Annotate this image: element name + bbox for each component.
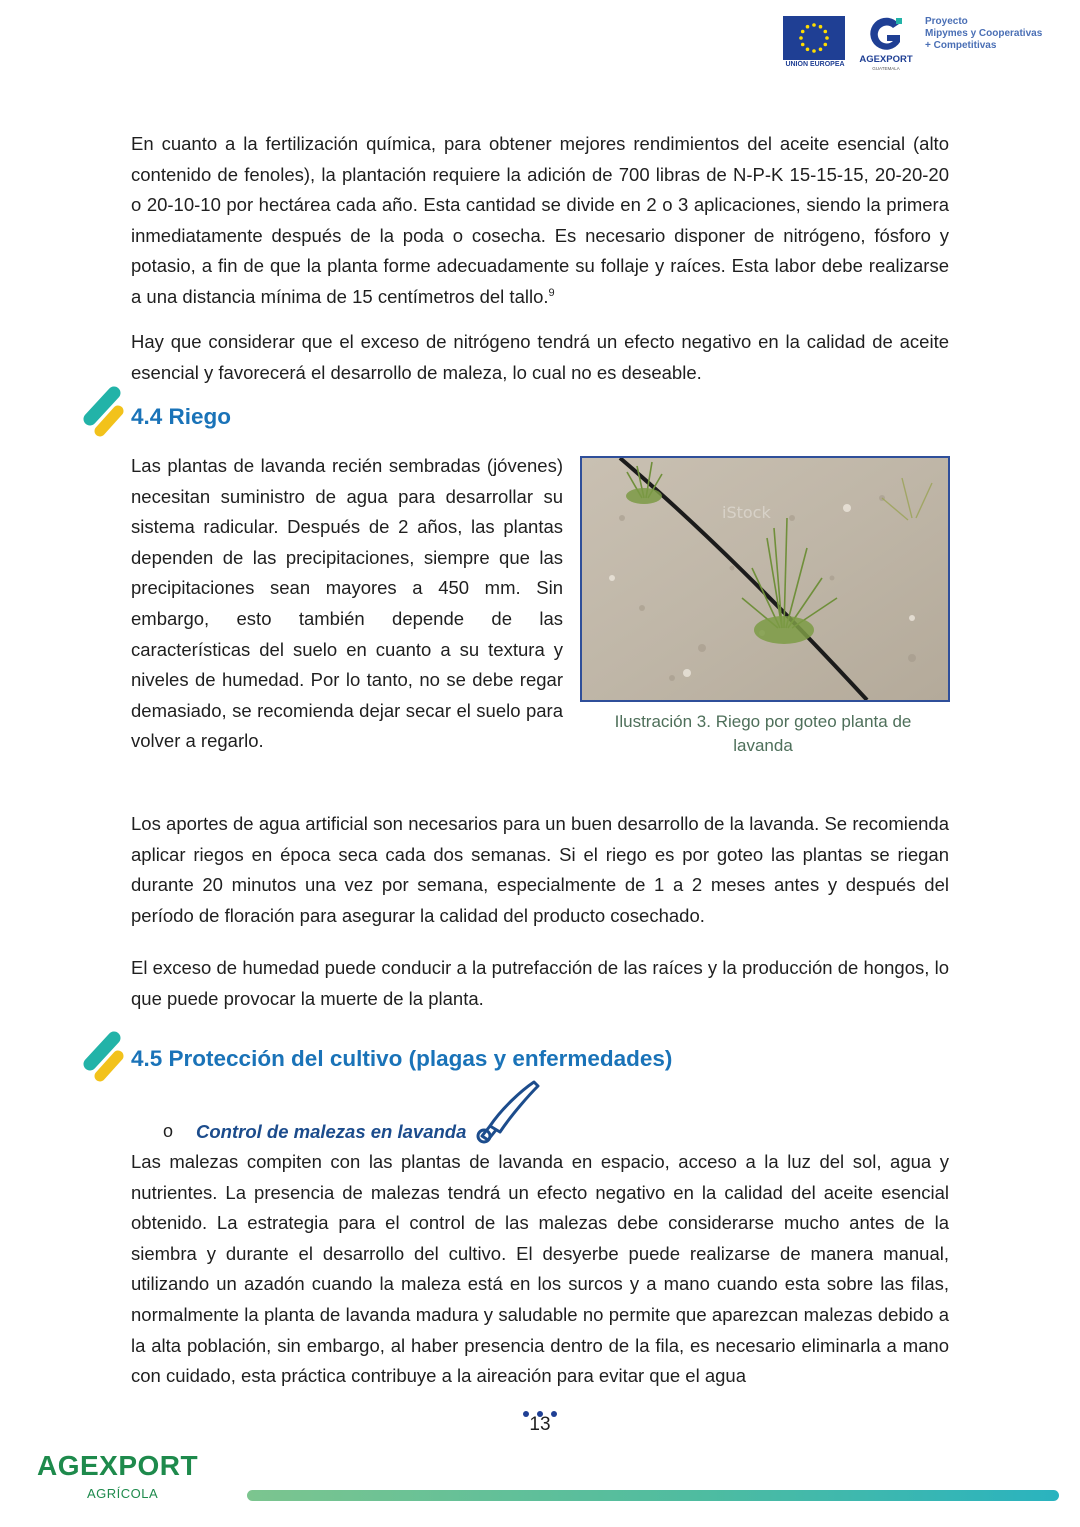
paragraph-exceso-humedad: El exceso de humedad puede conducir a la putrefacción de las raíces y la producción de hongos, lo que puede provocar la muerte de la planta. bbox=[131, 957, 949, 1009]
paragraph-malezas: Las malezas compiten con las plantas de lavanda en espacio, acceso a la luz del sol, agua y nutrientes. La presencia de malezas tendrá un efecto negativo en la calidad del aceite esencial obtenido. La estrategia para el control de las malezas debe considerarse mucho antes de la siembra y durante el desarrollo del cultivo. El desyerbe puede realizarse de manera manual, utilizando un azadón cuando la maleza está en los surcos y a mano cuando esta sobre las filas, normalmente la planta de lavanda madura y saludable no permite que aparezcan malezas debido a la alta población, sin embargo, al haber presencia dentro de la fila, es necesario eliminarla a mano con cuidado, esta práctica contribuye a la aireación para evitar que el agua bbox=[131, 1151, 949, 1387]
footer-brand: AGEXPORT bbox=[37, 1450, 199, 1481]
figure-caption: Ilustración 3. Riego por goteo planta de lavanda bbox=[614, 712, 912, 755]
section-heading-riego: 4.4 Riego bbox=[131, 404, 232, 429]
agexport-g-logo bbox=[866, 16, 906, 54]
page-dots-icon bbox=[521, 1405, 559, 1413]
page-number: 13 bbox=[529, 1414, 551, 1435]
footnote-marker[interactable]: 9 bbox=[548, 286, 555, 299]
paragraph-aportes-agua: Los aportes de agua artificial son necesarios para un buen desarrollo de la lavanda. Se recomienda aplicar riegos en época seca cada dos semanas. Si el riego es por goteo las plantas se riegan durante 20 minutos una vez por semana, especialmente de 1 a 2 meses antes y después del período de floración para asegurar la calidad del producto cosechado. bbox=[131, 813, 949, 926]
subheading-control-malezas: Control de malezas en lavanda bbox=[196, 1121, 467, 1142]
section-marker-icon-2 bbox=[80, 1030, 126, 1086]
section-marker-icon bbox=[80, 385, 126, 441]
paragraph-fertilizacion-text: En cuanto a la fertilización química, para obtener mejores rendimientos del aceite esencial (alto contenido de fenoles), la plantación requiere la adición de 700 libras de N-P-K 15-15-15, 20-20-20 o 20-10-10 por hectárea cada año. Esta cantidad se divide en 2 o 3 aplicaciones, siendo la primera inmediatamente después de la poda o cosecha. Es necesario disponer de nitrógeno, fósforo y potasio, a fin de que la planta forme adecuadamente su follaje y raíces. Esta labor debe realizarse a una distancia mínima de 15 centímetros del tallo. bbox=[131, 133, 949, 307]
paragraph-fertilizacion bbox=[131, 129, 949, 313]
machete-icon bbox=[472, 1078, 542, 1144]
header-logos bbox=[780, 14, 1060, 74]
eu-flag-logo bbox=[783, 16, 845, 60]
figure-riego-image bbox=[580, 456, 950, 702]
agexport-sub-label: GUATEMALA bbox=[872, 66, 900, 71]
agexport-label: AGEXPORT bbox=[859, 54, 913, 65]
image-watermark: iStock bbox=[722, 503, 771, 522]
eu-label: UNIÓN EUROPEA bbox=[785, 61, 845, 68]
project-line-3: + Competitivas bbox=[925, 40, 997, 51]
paragraph-nitrogeno: Hay que considerar que el exceso de nitrógeno tendrá un efecto negativo en la calidad de aceite esencial y favorecerá el desarrollo de maleza, lo cual no es deseable. bbox=[131, 331, 949, 383]
project-line-1: Proyecto bbox=[925, 16, 968, 27]
footer-brand-sub: AGRÍCOLA bbox=[87, 1486, 159, 1501]
project-line-2: Mipymes y Cooperativas bbox=[925, 28, 1043, 39]
bullet-marker: o bbox=[163, 1121, 174, 1141]
paragraph-riego-plantas: Las plantas de lavanda recién sembradas (jóvenes) necesitan suministro de agua para desarrollar su sistema radicular. Después de 2 años, las plantas dependen de las precipitaciones, siempre que las precipitaciones sean mayores a 450 mm. Sin embargo, esto también depende de las características del suelo en cuanto a su textura y niveles de humedad. Por lo tanto, no se debe regar demasiado, se recomienda dejar secar el suelo para volver a regarlo. bbox=[131, 455, 563, 752]
section-heading-proteccion: 4.5 Protección del cultivo (plagas y enfermedades) bbox=[131, 1046, 673, 1071]
project-title bbox=[925, 16, 1042, 52]
footer-gradient-bar bbox=[247, 1490, 1059, 1501]
